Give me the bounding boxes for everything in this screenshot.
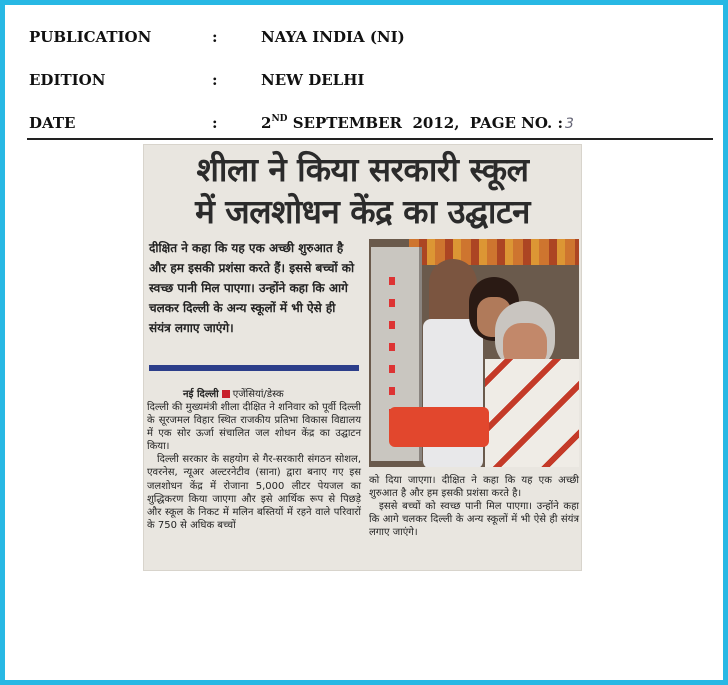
column-2-paragraph-1: को दिया जाएगा। दीक्षित ने कहा कि यह एक अच्छी शुरुआत है और हम इसकी प्रशंसा करते है।	[369, 475, 579, 500]
dateline	[183, 386, 284, 400]
page-number-handwritten: 3	[565, 116, 574, 132]
date-colon: :	[212, 114, 218, 132]
news-photo	[369, 239, 579, 467]
headline-line-2: में जलशोधन केंद्र का उद्घाटन	[195, 192, 530, 231]
photo-ribbon	[389, 407, 489, 447]
dateline-agency: एजेंसियां/डेस्क	[232, 389, 284, 400]
photo-garland	[409, 239, 579, 265]
headline-line-1: शीला ने किया सरकारी स्कूल	[196, 150, 529, 189]
pull-quote-bar	[149, 365, 359, 371]
article-column-1	[147, 401, 361, 532]
news-clipping	[143, 144, 582, 571]
dateline-place: नई दिल्ली	[183, 389, 219, 400]
dateline-square-icon	[222, 390, 230, 398]
publication-label: PUBLICATION	[29, 28, 152, 46]
date-day-suffix: ND	[271, 114, 288, 124]
column-1-paragraph-1: दिल्ली की मुख्यमंत्री शीला दीक्षित ने शनिवार को पूर्वी दिल्ली के सूरजमल विहार स्थित राजकीय प्रतिभा विकास विद्यालय में एक सोर ऊर्जा संचालित जल शोधन केंद्र का उद्घाटन किया।	[147, 402, 361, 453]
edition-label: EDITION	[29, 71, 106, 89]
publication-value: NAYA INDIA (NI)	[261, 28, 405, 46]
header-divider	[27, 138, 713, 140]
date-rest: SEPTEMBER 2012, PAGE NO. :	[287, 114, 564, 132]
date-day: 2	[261, 114, 272, 132]
publication-colon: :	[212, 28, 218, 46]
column-2-paragraph-2: इससे बच्चों को स्वच्छ पानी मिल पाएगा। उन्होंने कहा कि आगे चलकर दिल्ली के अन्य स्कूलों में भी ऐसे ही संयंत्र लगाए जाएंगे।	[369, 501, 579, 539]
article-column-2	[369, 474, 579, 539]
edition-colon: :	[212, 71, 218, 89]
edition-value: NEW DELHI	[261, 71, 365, 89]
date-label: DATE	[29, 114, 76, 132]
date-value	[261, 114, 574, 132]
photo-saree	[485, 359, 579, 467]
pull-quote: दीक्षित ने कहा कि यह एक अच्छी शुरुआत है और हम इसकी प्रशंसा करते हैं। इससे बच्चों को स्वच्छ पानी मिल पाएगा। उन्होंने कहा कि आगे चलकर दिल्ली के अन्य स्कूलों में भी ऐसे ही संयंत्र लगाए जाएंगे।	[149, 241, 355, 335]
column-1-paragraph-2: दिल्ली सरकार के सहयोग से गैर-सरकारी संगठन सोशल, एवरनेस, न्यूअर अल्टरनेटीव (साना) द्वारा बनाए गए इस जलशोधन केंद्र में रोजाना 5,000 लीटर पेयजल का शुद्धिकरण किया जाएगा और इसे आर्थिक रूप से पिछड़े और स्कूल के निकट में मलिन बस्तियों में रहने वाले परिवारों के 750 से अधिक बच्चों	[147, 454, 361, 531]
